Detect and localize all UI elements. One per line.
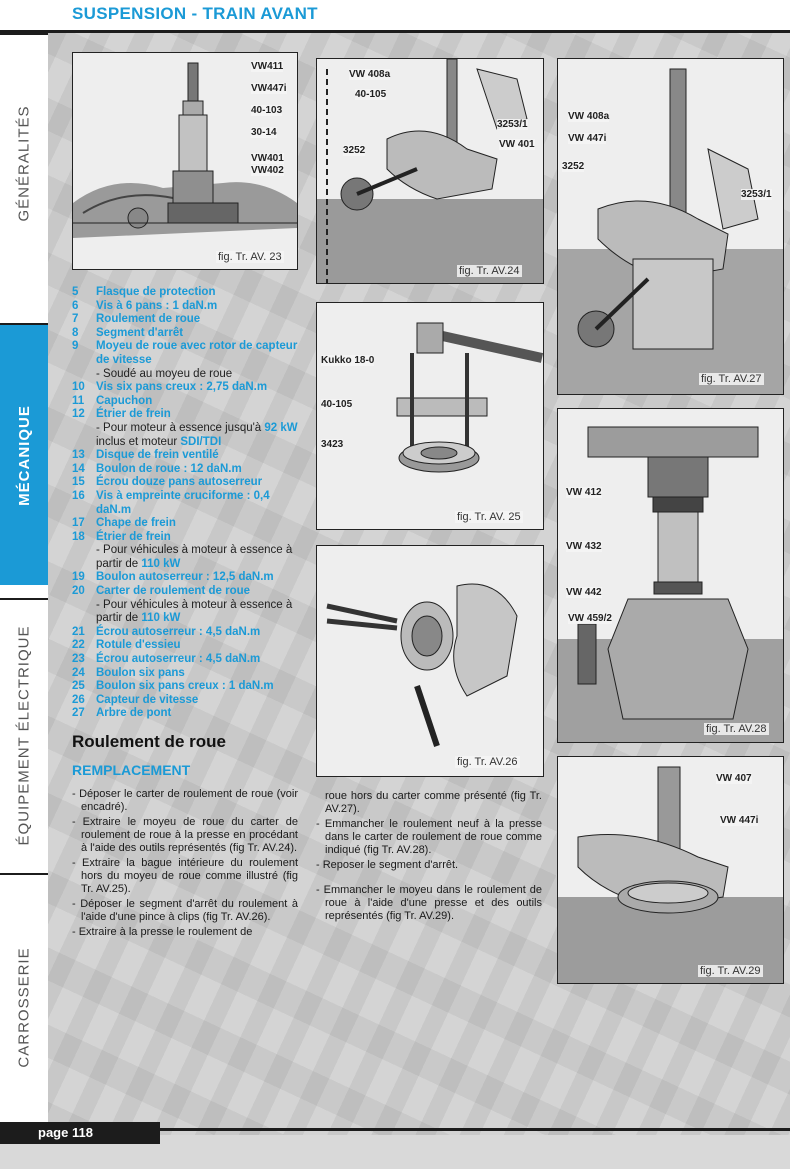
tab-label: CARROSSERIE xyxy=(15,947,33,1068)
legend-number: 5 xyxy=(72,286,79,298)
legend-item xyxy=(72,490,304,517)
instruction-step: - Emmancher le roulement neuf à la presse dans le carter de roulement de roue comme indiqué (fig Tr. AV.28). xyxy=(316,818,542,856)
tool-label: VW 408a xyxy=(568,111,610,122)
legend-item xyxy=(72,571,304,585)
legend-label: Segment d'arrêt xyxy=(96,326,184,339)
legend-label: Flasque de protection xyxy=(96,286,216,298)
footer-rule xyxy=(160,1128,790,1131)
figure-av23 xyxy=(72,52,298,270)
legend-item xyxy=(72,653,304,667)
bearing-press-out-illustration xyxy=(558,59,783,394)
tool-label: 3253/1 xyxy=(497,119,528,130)
figure-av26 xyxy=(316,545,544,777)
legend-number: 18 xyxy=(72,530,85,543)
tool-label: VW 401 xyxy=(499,139,535,150)
tool-label: VW 408a xyxy=(349,69,391,80)
instruction-step: - Déposer le carter de roulement de roue (voir encadré). xyxy=(72,788,298,813)
page-header xyxy=(0,0,790,33)
legend-item xyxy=(72,667,304,681)
instruction-step: roue hors du carter comme présenté (fig Tr. AV.27). xyxy=(325,790,542,815)
tool-label: VW 442 xyxy=(566,587,602,598)
tool-label: VW 447i xyxy=(568,133,607,144)
legend-label: Étrier de frein xyxy=(96,408,171,421)
legend-note-highlight: 92 kW xyxy=(264,421,298,434)
legend-number: 6 xyxy=(72,299,79,312)
tool-label: 3252 xyxy=(562,161,585,172)
legend-number: 17 xyxy=(72,517,85,530)
legend-label: Carter de roulement de roue xyxy=(96,585,251,598)
figure-caption: fig. Tr. AV.29 xyxy=(700,965,761,977)
legend-label: Vis à empreinte cruciforme : 0,4 daN.m xyxy=(96,489,270,516)
legend-item xyxy=(72,340,304,367)
legend-note xyxy=(72,422,304,449)
tool-label: 40-105 xyxy=(321,399,353,410)
tool-label: VW401 xyxy=(251,153,284,164)
legend-item xyxy=(72,449,304,463)
legend-label: Écrou autoserreur : 4,5 daN.m xyxy=(96,653,261,666)
legend-note xyxy=(72,599,304,626)
tool-label: VW 407 xyxy=(716,773,752,784)
legend-item xyxy=(72,680,304,694)
parts-legend xyxy=(72,286,304,721)
tool-label: VW411 xyxy=(251,61,284,72)
legend-note-highlight: SDI/TDI xyxy=(180,435,222,448)
legend-note-text: inclus et moteur xyxy=(96,435,178,448)
legend-number: 26 xyxy=(72,693,85,706)
legend-item xyxy=(72,476,304,490)
legend-label: Arbre de pont xyxy=(96,707,172,720)
bearing-press-in-illustration xyxy=(558,409,783,742)
instruction-step: - Déposer le segment d'arrêt du roulement à l'aide d'une pince à clips (fig Tr. AV.26). xyxy=(72,898,298,923)
legend-item xyxy=(72,327,304,341)
legend-item xyxy=(72,300,304,314)
instruction-step: - Extraire le moyeu de roue du carter de roulement de roue à la presse en procédant à l'aide des outils représentés (fig Tr. AV.24). xyxy=(72,816,298,854)
instruction-step: - Emmancher le moyeu dans le roulement de roue à l'aide d'une presse et des outils représentés (fig Tr. AV.29). xyxy=(316,884,542,922)
tool-label: VW 412 xyxy=(566,487,602,498)
tool-label: 40-103 xyxy=(251,105,283,116)
instructions-column-2 xyxy=(316,790,542,925)
figure-av27 xyxy=(557,58,784,395)
legend-item xyxy=(72,408,304,422)
figure-caption: fig. Tr. AV.28 xyxy=(706,723,767,735)
legend-label: Vis à 6 pans : 1 daN.m xyxy=(96,299,218,312)
legend-number: 20 xyxy=(72,585,85,598)
tab-equipement-electrique[interactable] xyxy=(0,598,48,870)
legend-number: 16 xyxy=(72,489,85,502)
legend-label: Boulon six pans xyxy=(96,666,185,679)
page-number: page 118 xyxy=(38,1125,93,1140)
legend-number: 12 xyxy=(72,408,85,421)
legend-number: 23 xyxy=(72,653,85,666)
sidebar xyxy=(0,33,48,1133)
legend-label: Capteur de vitesse xyxy=(96,693,199,706)
legend-label: Écrou douze pans autoserreur xyxy=(96,476,263,489)
section-title: Roulement de roue xyxy=(72,732,226,751)
tool-label: VW 432 xyxy=(566,541,602,552)
tab-carrosserie[interactable] xyxy=(0,873,48,1140)
legend-label: Rotule d'essieu xyxy=(96,639,181,652)
circlip-pliers-illustration xyxy=(317,546,543,776)
tool-label: 30-14 xyxy=(251,127,277,138)
tab-label: GÉNÉRALITÉS xyxy=(15,105,33,222)
tab-label: ÉQUIPEMENT ÉLECTRIQUE xyxy=(15,625,33,845)
legend-item xyxy=(72,585,304,599)
legend-number: 10 xyxy=(72,381,85,394)
legend-number: 25 xyxy=(72,680,85,693)
legend-note-text: - Pour véhicules à moteur à essence à partir de xyxy=(96,544,293,570)
figure-caption: fig. Tr. AV. 25 xyxy=(457,511,521,523)
legend-label: Chape de frein xyxy=(96,517,176,530)
legend-number: 19 xyxy=(72,571,85,584)
legend-label: Vis six pans creux : 2,75 daN.m xyxy=(96,381,268,394)
legend-label: Capuchon xyxy=(96,394,153,407)
legend-label: Boulon autoserreur : 12,5 daN.m xyxy=(96,571,274,584)
legend-item xyxy=(72,395,304,409)
legend-number: 14 xyxy=(72,462,85,475)
figure-caption: fig. Tr. AV.24 xyxy=(459,265,520,277)
tool-label: 3252 xyxy=(343,145,366,156)
legend-number: 11 xyxy=(72,394,85,407)
legend-number: 9 xyxy=(72,340,79,353)
legend-note xyxy=(72,368,304,382)
legend-item xyxy=(72,531,304,545)
tab-mecanique[interactable] xyxy=(0,323,48,585)
legend-note-text: - Pour véhicules à moteur à essence à partir de xyxy=(96,598,293,625)
tool-label: VW 459/2 xyxy=(568,613,612,624)
instruction-step: - Reposer le segment d'arrêt. xyxy=(316,859,459,871)
legend-note-highlight: 110 kW xyxy=(141,612,181,625)
instruction-step: - Extraire à la presse le roulement de xyxy=(72,926,253,938)
tool-label: 3253/1 xyxy=(741,189,772,200)
tool-label: VW447i xyxy=(251,83,287,94)
legend-label: Boulon six pans creux : 1 daN.m xyxy=(96,680,274,693)
legend-item xyxy=(72,626,304,640)
legend-item xyxy=(72,707,304,721)
figure-av24 xyxy=(316,58,544,284)
legend-note-highlight: 110 kW xyxy=(141,557,181,570)
legend-note-text: - Pour moteur à essence jusqu'à xyxy=(96,421,262,434)
hub-extraction-illustration xyxy=(317,59,543,283)
section-subtitle: REMPLACEMENT xyxy=(72,762,191,778)
tool-label: VW 447i xyxy=(720,815,759,826)
legend-label: Moyeu de roue avec rotor de capteur de vitesse xyxy=(96,340,298,366)
legend-note xyxy=(72,544,304,571)
legend-item xyxy=(72,313,304,327)
legend-label: Boulon de roue : 12 daN.m xyxy=(96,462,242,475)
tab-label: MÉCANIQUE xyxy=(15,404,33,506)
figure-av29 xyxy=(557,756,784,984)
legend-item xyxy=(72,463,304,477)
legend-number: 21 xyxy=(72,625,85,638)
tool-label: VW402 xyxy=(251,165,284,176)
page-title: SUSPENSION - TRAIN AVANT xyxy=(72,4,318,23)
figure-caption: fig. Tr. AV. 23 xyxy=(218,251,282,263)
figure-caption: fig. Tr. AV.27 xyxy=(701,373,762,385)
legend-item xyxy=(72,381,304,395)
legend-label: Étrier de frein xyxy=(96,530,171,543)
legend-number: 15 xyxy=(72,476,85,489)
puller-illustration xyxy=(317,303,543,529)
instruction-step: - Extraire la bague intérieure du roulement hors du moyeu de roue comme illustré (fig Tr. AV.25). xyxy=(72,857,298,895)
tab-generalites[interactable] xyxy=(0,33,48,292)
legend-item xyxy=(72,694,304,708)
legend-note-text: - Soudé au moyeu de roue xyxy=(96,367,233,380)
hub-press-in-illustration xyxy=(558,757,783,983)
tool-label: 3423 xyxy=(321,439,344,450)
legend-label: Disque de frein ventilé xyxy=(96,449,219,462)
legend-label: Écrou autoserreur : 4,5 daN.m xyxy=(96,625,261,638)
legend-item xyxy=(72,639,304,653)
legend-number: 27 xyxy=(72,707,85,720)
legend-item xyxy=(72,286,304,300)
legend-number: 24 xyxy=(72,666,85,679)
legend-label: Roulement de roue xyxy=(96,313,201,326)
instructions-column-1 xyxy=(72,788,298,941)
figure-caption: fig. Tr. AV.26 xyxy=(457,756,518,768)
tool-label: Kukko 18-0 xyxy=(321,355,375,366)
legend-number: 7 xyxy=(72,313,79,326)
tool-label: 40-105 xyxy=(355,89,387,100)
legend-number: 8 xyxy=(72,326,79,339)
legend-item xyxy=(72,517,304,531)
figure-av28 xyxy=(557,408,784,743)
legend-number: 13 xyxy=(72,449,85,462)
figure-av25 xyxy=(316,302,544,530)
legend-number: 22 xyxy=(72,639,85,652)
